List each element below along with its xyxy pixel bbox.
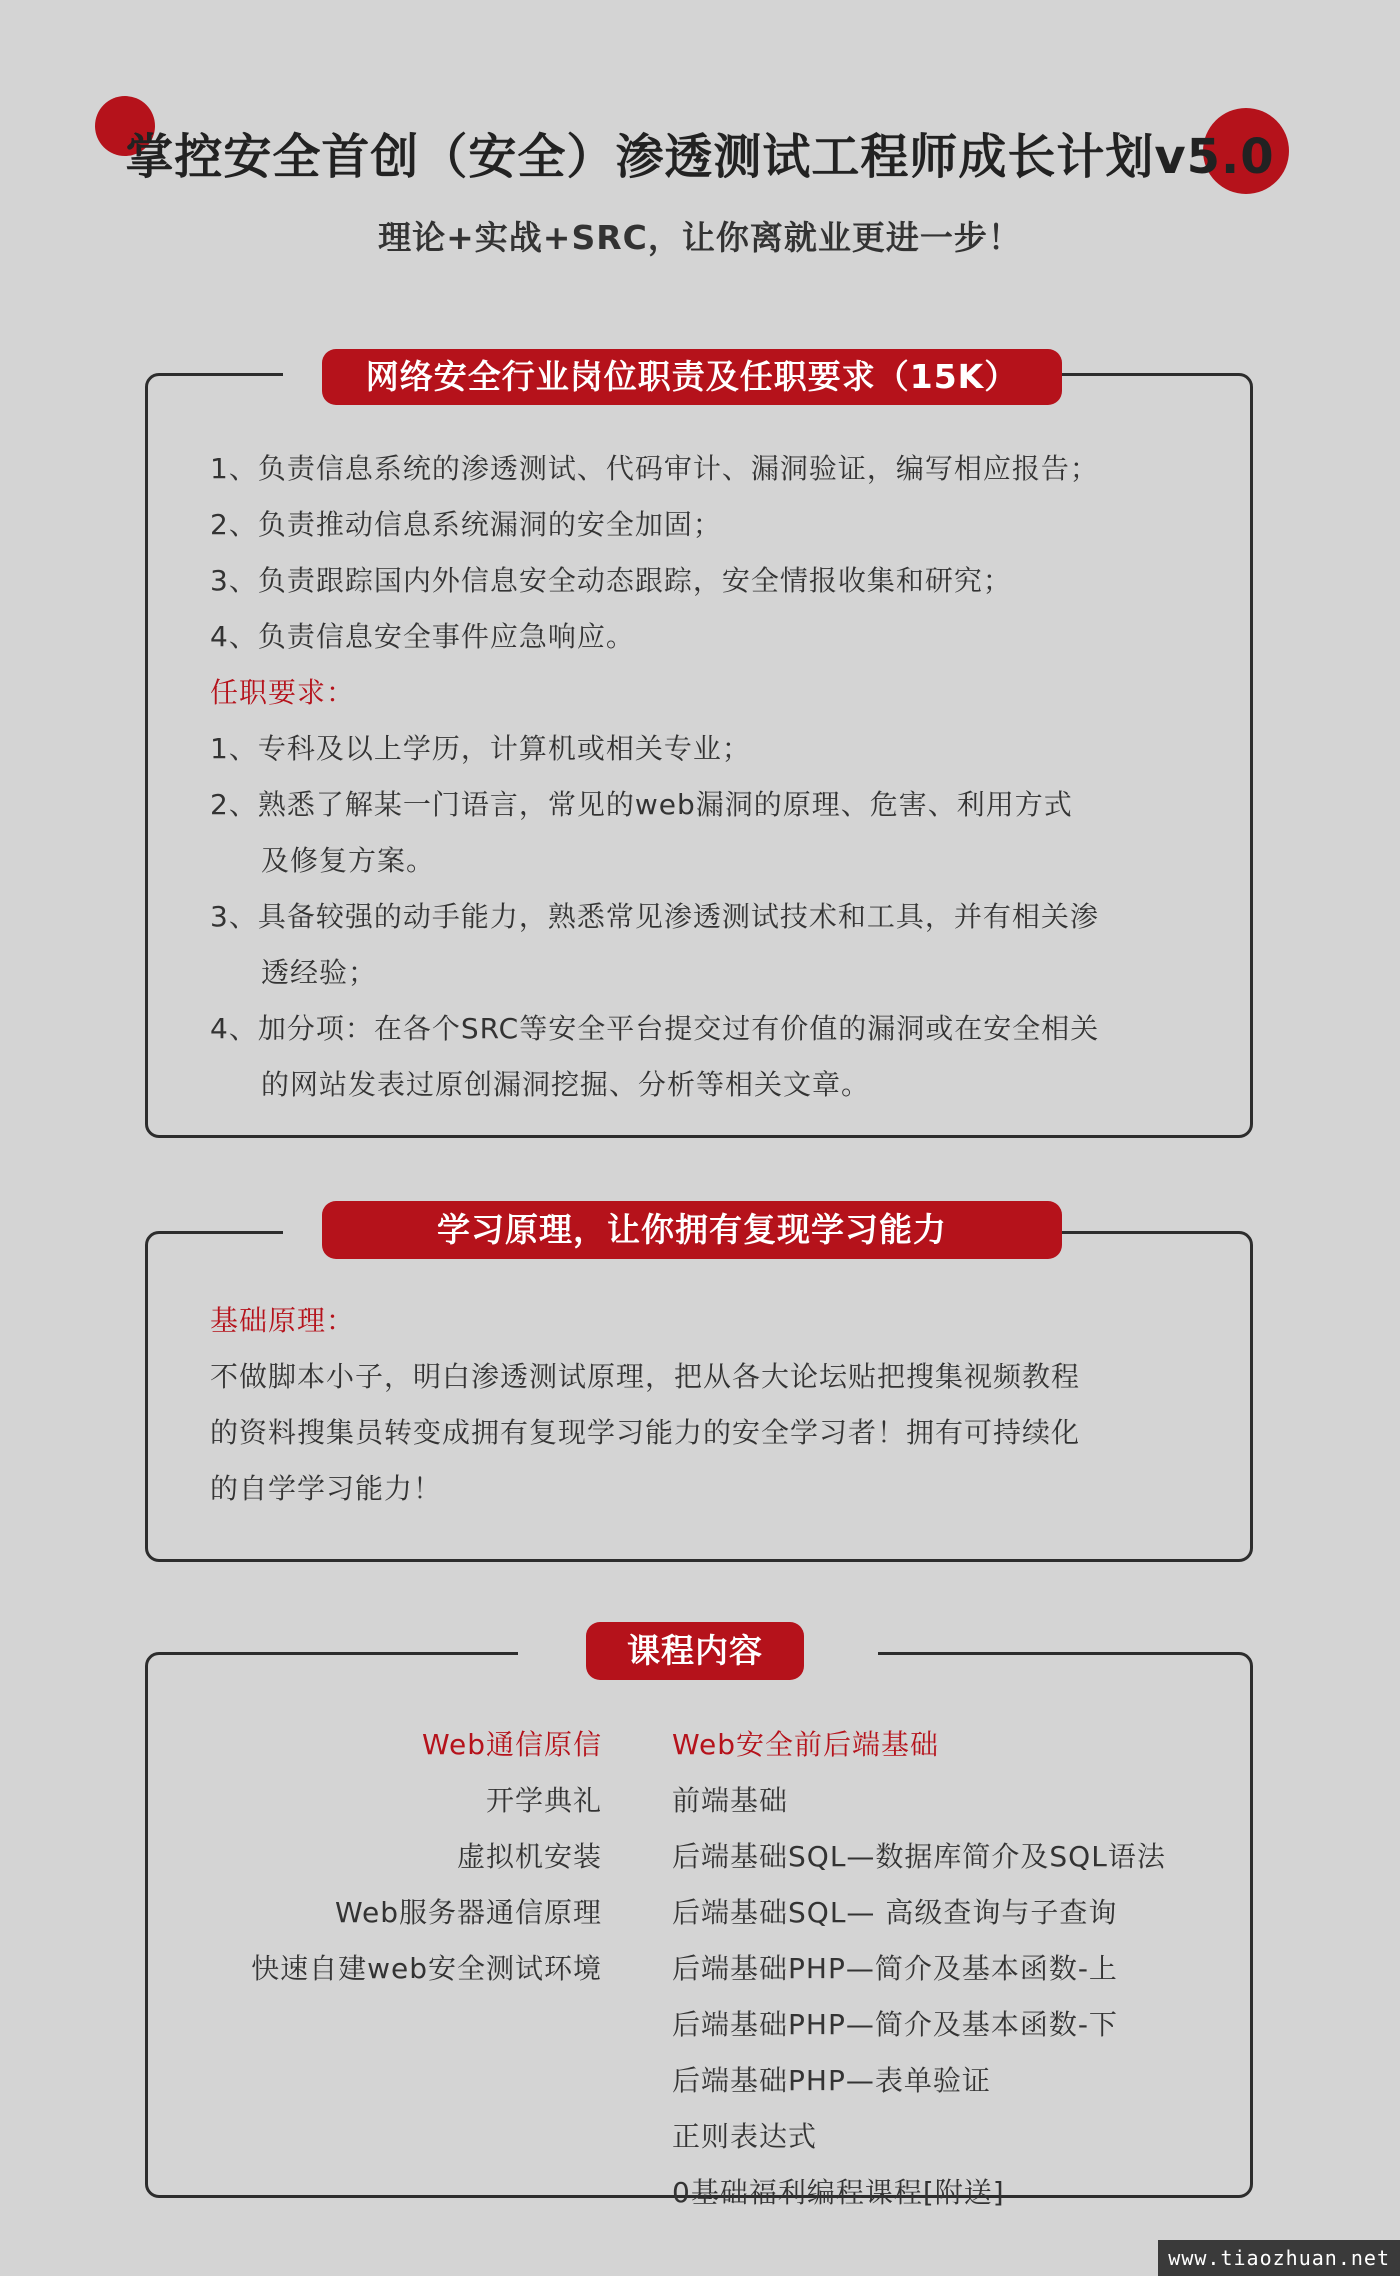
course-left-item: 快速自建web安全测试环境 xyxy=(251,1952,602,1985)
course-right-title: Web安全前后端基础 xyxy=(672,1728,940,1761)
course-left-item: 开学典礼 xyxy=(485,1784,602,1817)
page-title: 掌控安全首创（安全）渗透测试工程师成长计划v5.0 xyxy=(125,129,1275,185)
course-right-item: 后端基础SQL— 高级查询与子查询 xyxy=(672,1896,1118,1929)
job-requirements-heading: 网络安全行业岗位职责及任职要求（15K） xyxy=(322,349,1062,405)
duty-item: 2、负责推动信息系统漏洞的安全加固； xyxy=(210,508,722,541)
course-content-heading: 课程内容 xyxy=(586,1622,804,1680)
requirement-item: 4、加分项：在各个SRC等安全平台提交过有价值的漏洞或在安全相关 xyxy=(210,1012,1100,1045)
principles-text: 不做脚本小子，明白渗透测试原理，把从各大论坛贴把搜集视频教程 xyxy=(210,1360,1081,1393)
requirement-item-cont: 透经验； xyxy=(261,956,378,989)
requirements-label: 任职要求： xyxy=(210,676,356,709)
principles-heading: 学习原理，让你拥有复现学习能力 xyxy=(322,1201,1062,1259)
course-right-item: 前端基础 xyxy=(672,1784,789,1817)
course-right-item: 后端基础PHP—表单验证 xyxy=(672,2064,991,2097)
principles-text: 的自学学习能力！ xyxy=(210,1472,443,1505)
requirement-item-cont: 的网站发表过原创漏洞挖掘、分析等相关文章。 xyxy=(261,1068,871,1101)
requirement-item: 1、专科及以上学历，计算机或相关专业； xyxy=(210,732,751,765)
principles-text: 的资料搜集员转变成拥有复现学习能力的安全学习者！拥有可持续化 xyxy=(210,1416,1081,1449)
requirement-item: 3、具备较强的动手能力，熟悉常见渗透测试技术和工具，并有相关渗 xyxy=(210,900,1099,933)
duty-item: 4、负责信息安全事件应急响应。 xyxy=(210,620,635,653)
course-left-title: Web通信原信 xyxy=(421,1728,602,1761)
course-right-item: 0基础福利编程课程[附送] xyxy=(672,2176,1005,2209)
principles-label: 基础原理： xyxy=(210,1304,356,1337)
course-left-item: Web服务器通信原理 xyxy=(334,1896,602,1929)
course-right-item: 正则表达式 xyxy=(672,2120,818,2153)
page-subtitle: 理论+实战+SRC，让你离就业更进一步！ xyxy=(378,218,1022,257)
requirement-item-cont: 及修复方案。 xyxy=(261,844,436,877)
requirement-item: 2、熟悉了解某一门语言，常见的web漏洞的原理、危害、利用方式 xyxy=(210,788,1073,821)
duty-item: 3、负责跟踪国内外信息安全动态跟踪，安全情报收集和研究； xyxy=(210,564,1012,597)
course-right-item: 后端基础SQL—数据库简介及SQL语法 xyxy=(672,1840,1166,1873)
course-right-item: 后端基础PHP—简介及基本函数-上 xyxy=(672,1952,1118,1985)
course-right-item: 后端基础PHP—简介及基本函数-下 xyxy=(672,2008,1118,2041)
watermark: www.tiaozhuan.net xyxy=(1158,2240,1400,2276)
duty-item: 1、负责信息系统的渗透测试、代码审计、漏洞验证，编写相应报告； xyxy=(210,452,1099,485)
principles-box xyxy=(145,1231,1253,1562)
course-left-item: 虚拟机安装 xyxy=(456,1840,602,1873)
